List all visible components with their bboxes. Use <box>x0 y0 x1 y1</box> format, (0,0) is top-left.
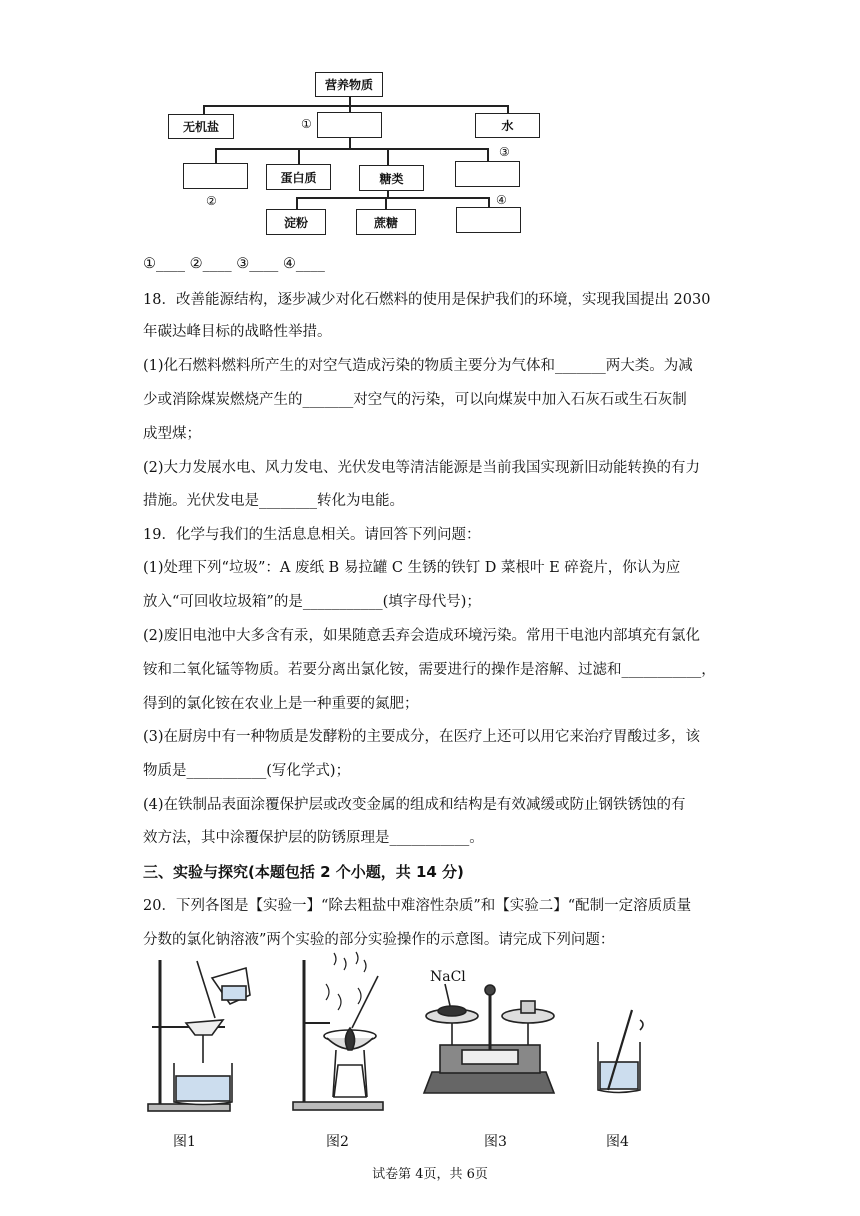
q20-line-2: 分数的氯化钠溶液”两个实验的部分实验操作的示意图。请完成下列问题： <box>143 932 615 948</box>
q19-line-2: (1)处理下列“垃圾”：A 废纸 B 易拉罐 C 生锈的铁钉 D 菜根叶 E 碎瓷片，你认为应 <box>143 560 681 576</box>
q18-line-4: 少或消除煤炭燃烧产生的_______对空气的污染，可以向煤炭中加入石灰石或生石灰制 <box>143 392 687 408</box>
figure-2-label: 图2 <box>326 1134 349 1150</box>
experiment-figures <box>0 950 860 1180</box>
balance-apparatus-figure <box>424 969 554 1093</box>
q20-line-1: 20．下列各图是【实验一】“除去粗盐中难溶性杂质”和【实验二】“配制一定溶质质量 <box>143 898 692 914</box>
q18-line-6: (2)大力发展水电、风力发电、光伏发电等清洁能源是当前我国实现新旧动能转换的有力 <box>143 460 701 476</box>
q18-line-2: 年碳达峰目标的战略性举措。 <box>143 324 332 340</box>
q18-line-3: (1)化石燃料燃料所产生的对空气造成污染的物质主要分为气体和_______两大类。为减 <box>143 358 693 374</box>
figure-3-label: 图3 <box>484 1134 507 1150</box>
q19-line-6: 得到的氯化铵在农业上是一种重要的氮肥； <box>143 696 419 712</box>
q19-line-9: (4)在铁制品表面涂覆保护层或改变金属的组成和结构是有效减缓或防止钢铁锈蚀的有 <box>143 797 686 813</box>
figure-4-label: 图4 <box>606 1134 629 1150</box>
tree-node-blank-1 <box>317 112 382 138</box>
nacl-label: NaCl <box>430 969 466 985</box>
tree-node-blank-4 <box>456 207 521 233</box>
evaporation-apparatus-figure <box>293 952 383 1110</box>
tree-node-protein: 蛋白质 <box>266 164 331 190</box>
q19-line-8: 物质是___________(写化学式)； <box>143 763 351 779</box>
tree-node-blank-2 <box>183 163 248 189</box>
q18-line-7: 措施。光伏发电是________转化为电能。 <box>143 493 404 509</box>
beaker-stirring-figure <box>598 1010 643 1093</box>
filtration-apparatus-figure <box>148 960 250 1111</box>
marker-3: ③ <box>499 145 510 159</box>
q19-line-3: 放入“可回收垃圾箱”的是___________(填字母代号)； <box>143 594 481 610</box>
tree-node-blank-3 <box>455 161 520 187</box>
tree-node-starch: 淀粉 <box>266 209 326 235</box>
marker-2: ② <box>206 194 217 208</box>
q19-line-5: 铵和二氧化锰等物质。若要分离出氯化铵，需要进行的操作是溶解、过滤和___________， <box>143 662 716 678</box>
q18-line-5: 成型煤； <box>143 426 201 442</box>
section-3-heading: 三、实验与探究(本题包括 2 个小题，共 14 分) <box>143 863 464 881</box>
answer-blanks-line: ①____ ②____ ③____ ④____ <box>143 256 325 272</box>
q19-line-10: 效方法，其中涂覆保护层的防锈原理是___________。 <box>143 830 484 846</box>
tree-node-sugar: 糖类 <box>359 165 424 191</box>
tree-node-water: 水 <box>475 113 540 138</box>
page-footer: 试卷第 4页，共 6页 <box>372 1167 488 1182</box>
marker-1: ① <box>301 117 312 131</box>
figure-1-label: 图1 <box>173 1134 196 1150</box>
marker-4: ④ <box>496 193 507 207</box>
tree-node-sucrose: 蔗糖 <box>356 209 416 235</box>
tree-node-inorganic-salt: 无机盐 <box>168 114 234 139</box>
q19-line-4: (2)废旧电池中大多含有汞，如果随意丢弃会造成环境污染。常用干电池内部填充有氯化 <box>143 628 701 644</box>
q19-line-7: (3)在厨房中有一种物质是发酵粉的主要成分，在医疗上还可以用它来治疗胃酸过多，该 <box>143 729 701 745</box>
tree-root: 营养物质 <box>315 72 383 97</box>
q19-line-1: 19．化学与我们的生活息息相关。请回答下列问题： <box>143 527 481 543</box>
q18-line-1: 18．改善能源结构，逐步减少对化石燃料的使用是保护我们的环境，实现我国提出 2030 <box>143 292 711 308</box>
